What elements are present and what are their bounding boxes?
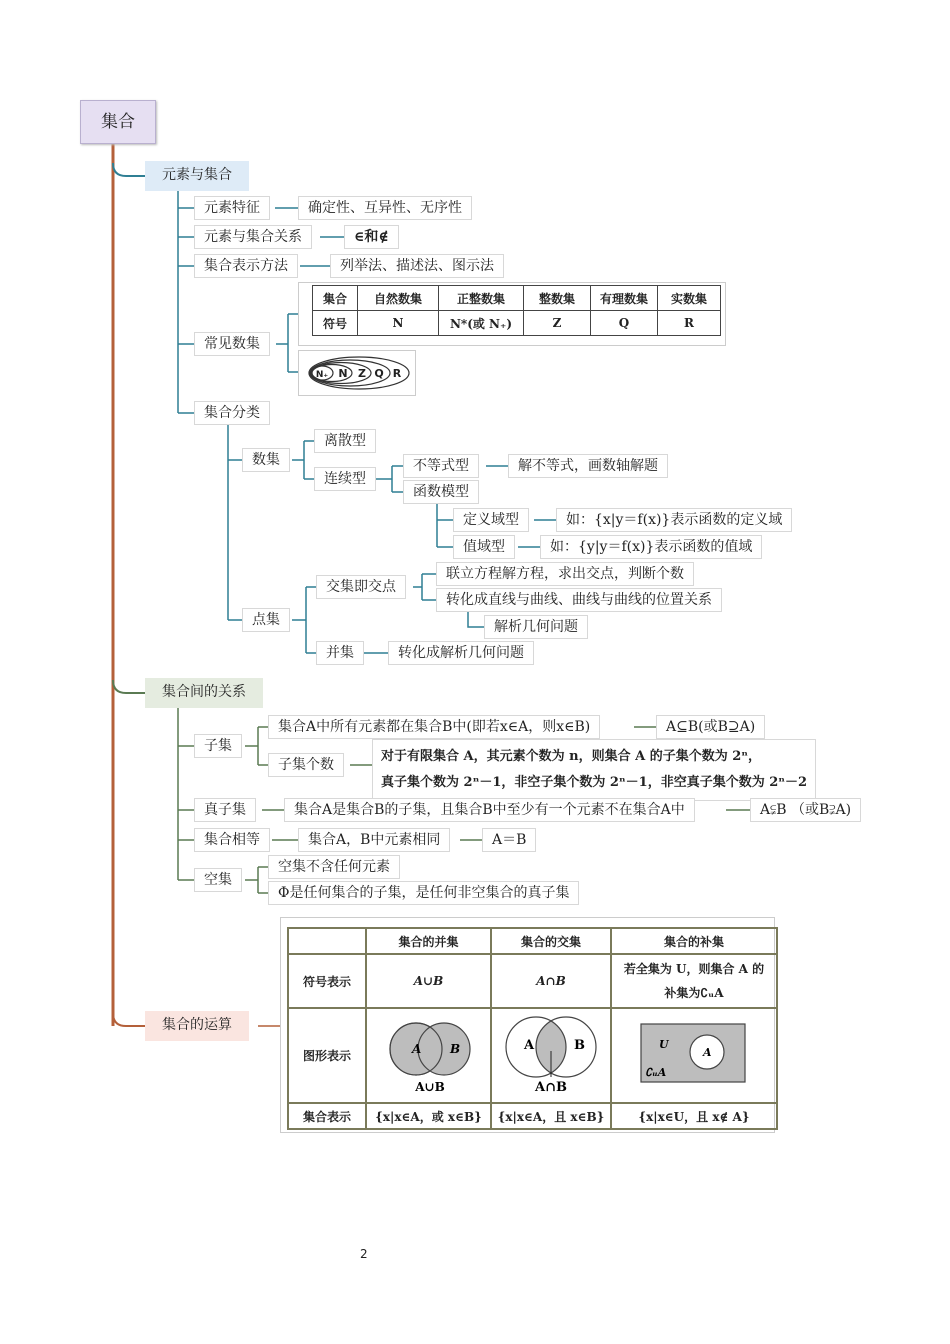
node-empty-set-2: Φ是任何集合的子集，是任何非空集合的真子集 <box>268 881 579 905</box>
nest-label-nplus: N₊ <box>315 370 329 380</box>
complement-label-u: U <box>659 1038 669 1051</box>
branch-title: 集合间的关系 <box>162 684 246 700</box>
node-inequality-type: 不等式型 <box>403 454 479 478</box>
node-intersect-method-2: 转化成直线与曲线、曲线与曲线的位置关系 <box>436 588 722 612</box>
union-label-b: B <box>449 1042 460 1056</box>
node-subset-count-desc <box>372 739 816 801</box>
complement-venn <box>639 1022 749 1086</box>
intersection-label-a: A <box>524 1038 535 1053</box>
intersection-caption: A∩B <box>535 1080 567 1095</box>
table-cell <box>288 928 366 954</box>
node-proper-subset: 真子集 <box>194 798 256 822</box>
node-equality-symbol: A＝B <box>482 828 536 852</box>
node-element-relation: 元素与集合关系 <box>194 225 312 249</box>
count-line-1: 对于有限集合 A，其元素个数为 n，则集合 A 的子集个数为 2ⁿ， <box>381 749 762 764</box>
table-cell: Z <box>524 311 591 336</box>
count-line-2: 真子集个数为 2ⁿ－1，非空子集个数为 2ⁿ－1，非空真子集个数为 2ⁿ－2 <box>381 775 808 790</box>
numset-table <box>312 285 721 336</box>
table-cell: 实数集 <box>658 286 721 311</box>
table-cell: Q <box>591 311 658 336</box>
table-cell: 符号 <box>313 311 358 336</box>
node-number-set: 数集 <box>242 448 290 472</box>
root-label: 集合 <box>101 112 135 132</box>
node-subset: 子集 <box>194 734 242 758</box>
node-domain-desc: 如：{x|y＝f(x)}表示函数的定义域 <box>556 508 792 532</box>
table-cell: 正整数集 <box>439 286 524 311</box>
table-cell: 集合表示 <box>288 1103 366 1129</box>
branch-title: 集合的运算 <box>162 1017 232 1033</box>
table-cell: {x|x∈A，或 x∈B} <box>366 1103 491 1129</box>
branch-title: 元素与集合 <box>162 167 232 183</box>
table-cell: 自然数集 <box>358 286 439 311</box>
node-representation-methods: 集合表示方法 <box>194 254 298 278</box>
table-cell: A∩B <box>491 954 611 1008</box>
node-continuous: 连续型 <box>314 467 376 491</box>
table-cell <box>611 1008 777 1103</box>
node-equality-def: 集合A，B中元素相同 <box>298 828 450 852</box>
node-features-desc: 确定性、互异性、无序性 <box>298 196 472 220</box>
node-empty-set: 空集 <box>194 868 242 892</box>
node-point-set: 点集 <box>242 608 290 632</box>
node-function-model: 函数模型 <box>403 480 479 504</box>
table-cell: 有理数集 <box>591 286 658 311</box>
ops-table <box>287 927 778 1130</box>
table-cell: 符号表示 <box>288 954 366 1008</box>
complement-def-line-2: 补集为∁ᵤA <box>664 986 724 1000</box>
node-union: 并集 <box>316 641 364 665</box>
node-subset-def: 集合A中所有元素都在集合B中(即若x∈A，则x∈B) <box>268 715 600 739</box>
nest-label-r: R <box>392 367 402 380</box>
branch-elements-and-sets <box>145 161 249 191</box>
table-cell <box>491 1008 611 1103</box>
table-row <box>313 286 721 311</box>
branch-set-relations <box>145 678 263 708</box>
table-cell <box>611 954 777 1008</box>
node-proper-subset-def: 集合A是集合B的子集，且集合B中至少有一个元素不在集合A中 <box>284 798 695 822</box>
node-element-features: 元素特征 <box>194 196 270 220</box>
node-range-desc: 如：{y|y＝f(x)}表示函数的值域 <box>540 535 762 559</box>
node-methods-desc: 列举法、描述法、图示法 <box>330 254 504 278</box>
nest-label-n: N <box>338 367 348 380</box>
table-row <box>288 1008 777 1103</box>
node-intersect-method-1: 联立方程解方程，求出交点，判断个数 <box>436 562 694 586</box>
table-cell: A∪B <box>366 954 491 1008</box>
node-domain-type: 定义域型 <box>453 508 529 532</box>
table-cell: {x|x∈U，且 x∉ A} <box>611 1103 777 1129</box>
nested-sets-figure <box>304 354 412 392</box>
node-range-type: 值域型 <box>453 535 515 559</box>
node-set-classification: 集合分类 <box>194 401 270 425</box>
table-cell: 图形表示 <box>288 1008 366 1103</box>
page-number: 2 <box>360 1247 368 1261</box>
node-intersection: 交集即交点 <box>316 575 406 599</box>
table-cell <box>366 1008 491 1103</box>
table-row <box>313 311 721 336</box>
table-cell: N <box>358 311 439 336</box>
node-union-desc: 转化成解析几何问题 <box>388 641 534 665</box>
nest-label-q: Q <box>374 367 384 380</box>
node-discrete: 离散型 <box>314 429 376 453</box>
node-analytic-geometry: 解析几何问题 <box>484 615 588 639</box>
node-empty-set-1: 空集不含任何元素 <box>268 855 400 879</box>
table-row <box>288 954 777 1008</box>
union-venn <box>374 1011 484 1097</box>
nest-label-z: Z <box>358 367 366 380</box>
intersection-label-b: B <box>574 1038 585 1053</box>
table-cell: 集合的补集 <box>611 928 777 954</box>
table-cell: N*(或 N₊) <box>439 311 524 336</box>
node-subset-symbol: A⊆B(或B⊇A) <box>656 715 765 739</box>
table-cell: 集合 <box>313 286 358 311</box>
complement-label-a: A <box>703 1046 712 1059</box>
table-cell: 集合的交集 <box>491 928 611 954</box>
union-caption: A∪B <box>414 1080 445 1094</box>
table-row <box>288 1103 777 1129</box>
union-label-a: A <box>411 1042 421 1056</box>
root-node <box>80 100 156 144</box>
table-row <box>288 928 777 954</box>
intersection-venn <box>498 1011 604 1097</box>
node-common-number-sets: 常见数集 <box>194 332 270 356</box>
table-cell: {x|x∈A，且 x∈B} <box>491 1103 611 1129</box>
table-cell: R <box>658 311 721 336</box>
table-cell: 整数集 <box>524 286 591 311</box>
node-subset-count: 子集个数 <box>268 753 344 777</box>
node-set-equality: 集合相等 <box>194 828 270 852</box>
table-cell: 集合的并集 <box>366 928 491 954</box>
node-relation-desc: ∈和∉ <box>344 225 399 249</box>
complement-caption: ∁ᵤA <box>645 1066 667 1079</box>
complement-def-line-1: 若全集为 U，则集合 A 的 <box>623 962 765 976</box>
node-proper-subset-symbol: A⫋B （或B⫌A) <box>750 798 861 822</box>
branch-set-operations <box>145 1011 249 1041</box>
node-inequality-desc: 解不等式，画数轴解题 <box>508 454 668 478</box>
